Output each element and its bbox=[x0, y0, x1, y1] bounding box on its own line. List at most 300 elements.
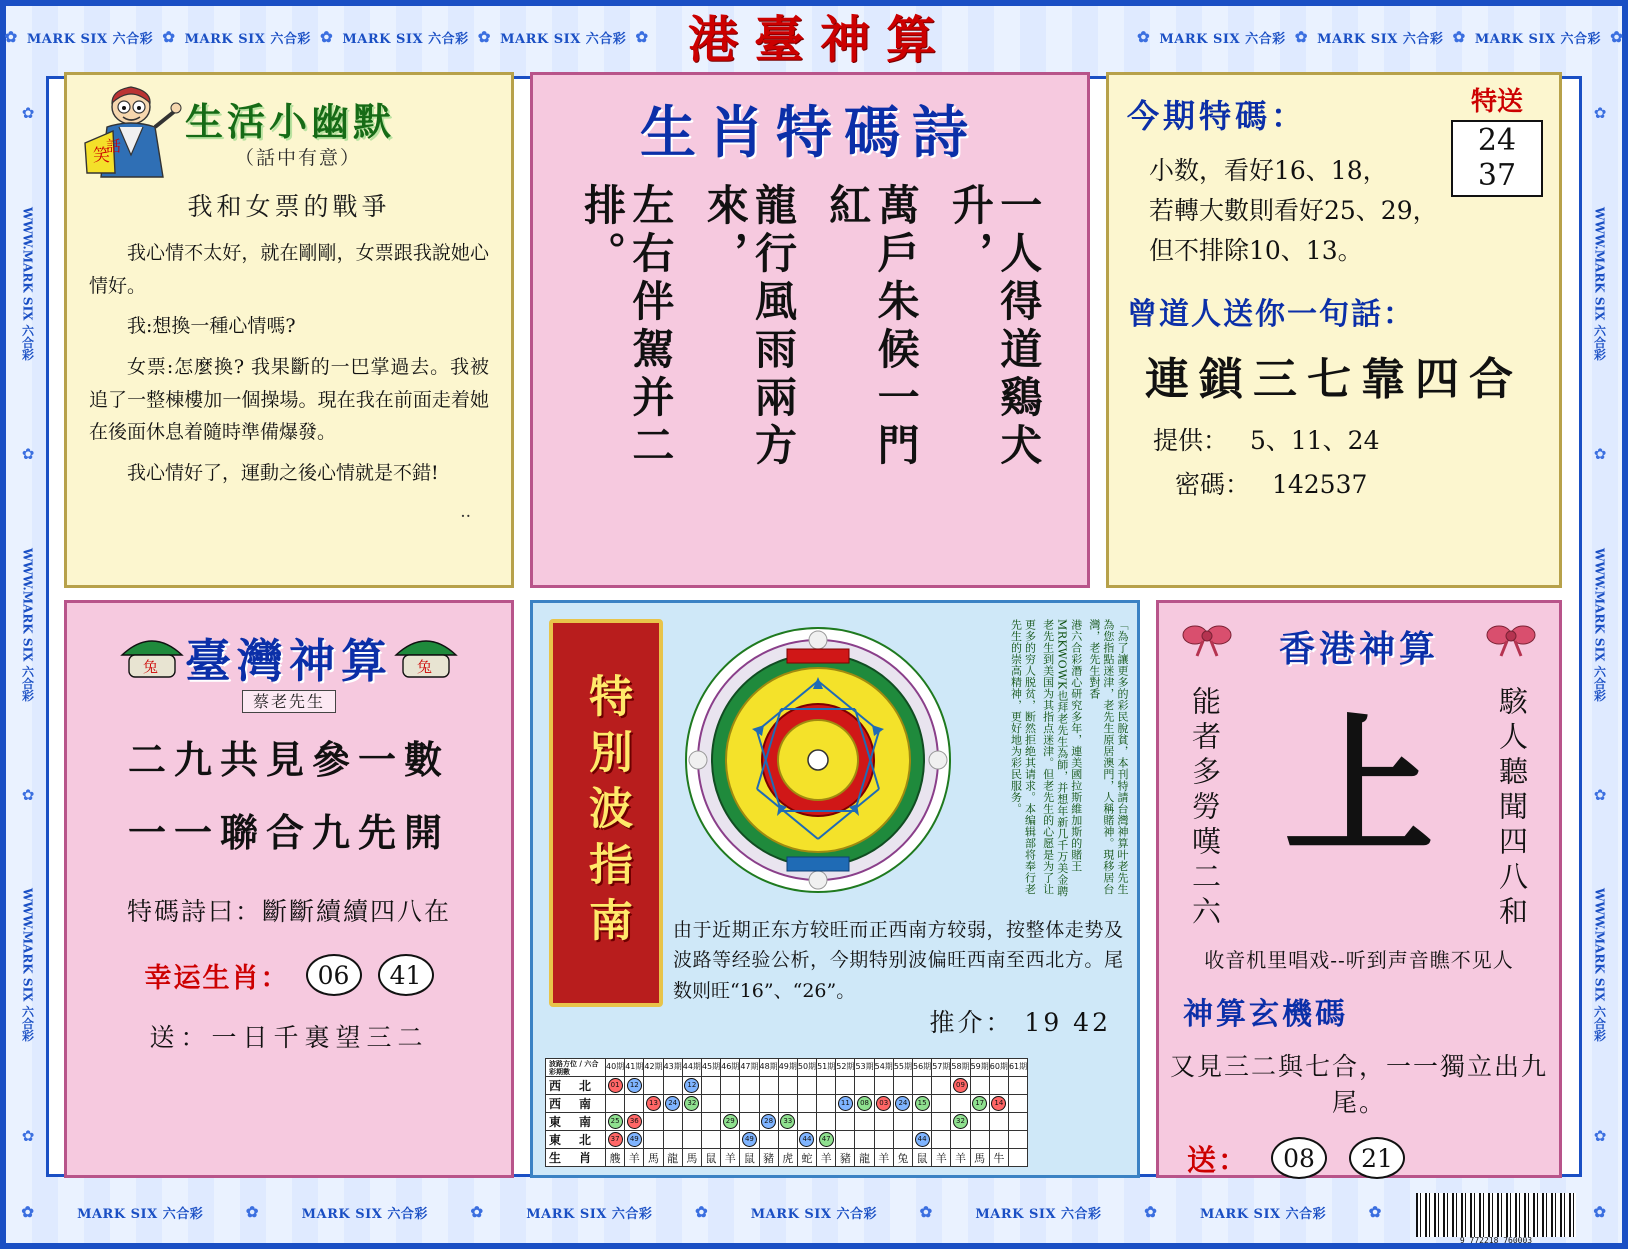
guide-side-column: 港六合彩潛心研究多年，連美國拉斯維加斯的賭王MRKWOWK也拜老先生為師，并想年新几千万美金聘老先生到美国为其指点迷津。但老先生的心愿是为了让 bbox=[1041, 619, 1083, 897]
wave-cell bbox=[1008, 1113, 1027, 1131]
poem-line: 龍行風雨兩方來， bbox=[700, 183, 798, 471]
wave-cell bbox=[874, 1077, 893, 1095]
wave-cell bbox=[817, 1131, 836, 1149]
period-header: 46期 bbox=[721, 1059, 740, 1077]
table-row bbox=[546, 1131, 1028, 1149]
mark-label: MARK SIX 六合彩 bbox=[975, 1206, 1102, 1222]
today-password-value: 142537 bbox=[1271, 470, 1368, 499]
wave-number: 15 bbox=[915, 1096, 930, 1111]
send-number-ball: 21 bbox=[1349, 1137, 1405, 1179]
wave-cell bbox=[606, 1113, 625, 1131]
period-header: 47期 bbox=[740, 1059, 759, 1077]
wave-cell bbox=[874, 1131, 893, 1149]
taiwan-title: 臺灣神算 bbox=[185, 634, 393, 688]
period-header: 57期 bbox=[932, 1059, 951, 1077]
period-header: 43期 bbox=[663, 1059, 682, 1077]
mark-label: MARK SIX 六合彩 bbox=[77, 1206, 204, 1222]
flower-icon: ✿ bbox=[695, 1203, 709, 1221]
wave-cell bbox=[970, 1113, 989, 1131]
wave-number: 11 bbox=[838, 1096, 853, 1111]
wave-cell bbox=[913, 1131, 932, 1149]
barcode-digits: 9 772218 760003 bbox=[1459, 1236, 1533, 1245]
zodiac-cell: 馬 bbox=[644, 1149, 663, 1167]
svg-text:兔: 兔 bbox=[143, 660, 159, 676]
hongkong-left-verse: 能者多勞嘆二六 bbox=[1188, 686, 1222, 931]
panel-zodiac-poem bbox=[530, 72, 1090, 588]
hongkong-title: 香港神算 bbox=[1278, 628, 1439, 670]
flower-icon: ✿ bbox=[320, 28, 334, 46]
poem-line: 一人得道鷄犬升， bbox=[945, 183, 1044, 471]
zodiac-cell: 鼠 bbox=[701, 1149, 720, 1167]
wave-cell bbox=[893, 1131, 912, 1149]
special-gift-number: 24 bbox=[1477, 123, 1517, 159]
mark-label: MARK SIX 六合彩 bbox=[1159, 31, 1286, 47]
mark-label: MARK SIX 六合彩 bbox=[526, 1206, 653, 1222]
taiwan-lucky-label: 幸运生肖： bbox=[144, 962, 290, 994]
humour-paragraph: 我心情好了，運動之後心情就是不錯! bbox=[127, 462, 439, 485]
side-mark-label: WWW.MARK SIX 六合彩 bbox=[1592, 206, 1607, 361]
wave-number: 37 bbox=[608, 1132, 623, 1147]
poem-line: 萬戶朱候一門紅 bbox=[823, 183, 921, 471]
mark-label: MARK SIX 六合彩 bbox=[301, 1206, 428, 1222]
period-header: 53期 bbox=[855, 1059, 874, 1077]
wave-cell bbox=[913, 1095, 932, 1113]
mark-label: MARK SIX 六合彩 bbox=[500, 31, 627, 47]
wave-cell bbox=[797, 1077, 816, 1095]
lucky-number-ball: 06 bbox=[306, 954, 362, 996]
wave-cell bbox=[682, 1113, 701, 1131]
humour-body bbox=[89, 237, 489, 527]
wave-cell bbox=[701, 1113, 720, 1131]
flower-icon: ✿ bbox=[162, 28, 176, 46]
guide-side-text bbox=[957, 619, 1129, 909]
zodiac-cell: 鼠 bbox=[913, 1149, 932, 1167]
wave-cell bbox=[606, 1131, 625, 1149]
wave-cell bbox=[606, 1095, 625, 1113]
wave-cell bbox=[701, 1095, 720, 1113]
wave-cell bbox=[913, 1113, 932, 1131]
guide-side-column: 「為了讓更多的彩民脫貧，本刊特請台灣神算叶老先生為您指點迷津，老先生原居澳門，人稱賭神。現移居台灣，老先生對香 bbox=[1087, 619, 1129, 895]
wave-cell bbox=[836, 1131, 855, 1149]
period-header: 42期 bbox=[644, 1059, 663, 1077]
zodiac-row bbox=[546, 1149, 1028, 1167]
poem-line: 左右伴駕并二排。 bbox=[578, 183, 676, 471]
guide-recommend-value: 19 42 bbox=[1024, 1008, 1111, 1037]
wave-cell bbox=[836, 1113, 855, 1131]
wave-cell bbox=[932, 1095, 951, 1113]
taiwan-poem-line: 特碼詩曰：斷斷續續四八在 bbox=[126, 897, 451, 926]
wave-cell bbox=[951, 1113, 970, 1131]
table-row bbox=[546, 1077, 1028, 1095]
wave-cell bbox=[740, 1095, 759, 1113]
hongkong-riddle: 收音机里唱戏--听到声音瞧不见人 bbox=[1204, 948, 1514, 972]
svg-text:兔: 兔 bbox=[417, 660, 433, 676]
wave-direction-label: 東 南 bbox=[546, 1113, 606, 1131]
zodiac-cell: 羊 bbox=[625, 1149, 644, 1167]
wave-cell bbox=[759, 1113, 778, 1131]
period-header: 59期 bbox=[970, 1059, 989, 1077]
flower-icon: ✿ bbox=[21, 1126, 35, 1145]
guide-recommend-label: 推介： bbox=[929, 1008, 1014, 1037]
send-number-ball: 08 bbox=[1271, 1137, 1327, 1179]
svg-text:笑: 笑 bbox=[93, 146, 110, 165]
special-gift-number: 37 bbox=[1477, 157, 1517, 193]
wave-cell bbox=[951, 1131, 970, 1149]
today-provide-row bbox=[1153, 421, 1559, 457]
zodiac-cell: 羊 bbox=[951, 1149, 970, 1167]
side-mark-label: WWW.MARK SIX 六合彩 bbox=[20, 888, 35, 1043]
humour-paragraph: 女票:怎麼換? 我果斷的一巴掌過去。我被追了一整棟樓加一個操場。現在我在前面走着她在後面休息着隨時準備爆發。 bbox=[89, 356, 489, 444]
guide-side-column: 更多的穷人脱贫，断然拒绝其请求。本编辑部将奉行老先生的崇高精神，更好地为彩民服务。 bbox=[1009, 619, 1037, 895]
wave-cell bbox=[893, 1113, 912, 1131]
flower-icon: ✿ bbox=[245, 1203, 259, 1221]
wave-number: 24 bbox=[895, 1096, 910, 1111]
flower-icon: ✿ bbox=[21, 104, 35, 123]
period-header: 58期 bbox=[951, 1059, 970, 1077]
wave-cell bbox=[606, 1077, 625, 1095]
wave-cell bbox=[778, 1113, 797, 1131]
zodiac-cell bbox=[1008, 1149, 1027, 1167]
special-gift-box bbox=[1451, 89, 1543, 197]
wave-number: 12 bbox=[627, 1078, 642, 1093]
humour-paragraph: 我:想換一種心情嗎? bbox=[127, 315, 296, 338]
special-gift-numbers bbox=[1451, 120, 1543, 197]
wave-cell bbox=[970, 1095, 989, 1113]
zodiac-cell: 龍 bbox=[663, 1149, 682, 1167]
period-header: 60期 bbox=[989, 1059, 1008, 1077]
panel-life-humour bbox=[64, 72, 514, 588]
period-header: 54期 bbox=[874, 1059, 893, 1077]
humour-tail-dots: .. bbox=[460, 501, 471, 522]
wave-direction-label: 西 北 bbox=[546, 1077, 606, 1095]
flower-icon: ✿ bbox=[21, 445, 35, 464]
wave-cell bbox=[797, 1095, 816, 1113]
table-header-row bbox=[546, 1059, 1028, 1077]
panel-taiwan-divination bbox=[64, 600, 514, 1178]
humour-article-title: 我和女票的戰爭 bbox=[187, 192, 391, 221]
wave-cell bbox=[932, 1113, 951, 1131]
wave-cell bbox=[721, 1077, 740, 1095]
wave-number: 32 bbox=[684, 1096, 699, 1111]
taiwan-author-wrap bbox=[67, 689, 511, 712]
flower-icon: ✿ bbox=[1610, 28, 1624, 46]
wave-number: 24 bbox=[665, 1096, 680, 1111]
zodiac-cell: 牛 bbox=[989, 1149, 1008, 1167]
wave-cell bbox=[970, 1077, 989, 1095]
period-header: 48期 bbox=[759, 1059, 778, 1077]
wave-cell bbox=[989, 1095, 1008, 1113]
zodiac-cell: 羊 bbox=[721, 1149, 740, 1167]
wave-cell bbox=[970, 1131, 989, 1149]
zodiac-cell: 龍 bbox=[855, 1149, 874, 1167]
wave-cell bbox=[778, 1077, 797, 1095]
side-mark-label: WWW.MARK SIX 六合彩 bbox=[1592, 547, 1607, 702]
hongkong-send-label: 送： bbox=[1187, 1142, 1250, 1177]
zodiac-cell: 蛇 bbox=[797, 1149, 816, 1167]
flower-icon: ✿ bbox=[4, 28, 18, 46]
period-header: 52期 bbox=[836, 1059, 855, 1077]
svg-text:話: 話 bbox=[106, 139, 122, 155]
flower-icon: ✿ bbox=[477, 28, 491, 46]
wave-cell bbox=[644, 1095, 663, 1113]
hongkong-send-row bbox=[1187, 1137, 1559, 1179]
wave-number: 28 bbox=[761, 1114, 776, 1129]
zodiac-row-label: 生 肖 bbox=[546, 1149, 606, 1167]
today-saying-label: 曾道人送你一句話： bbox=[1127, 297, 1415, 332]
today-forecast-line: 小数，看好16、18， bbox=[1149, 156, 1388, 185]
wave-number: 09 bbox=[953, 1078, 968, 1093]
wave-cell bbox=[989, 1131, 1008, 1149]
wave-cell bbox=[625, 1113, 644, 1131]
zodiac-cell: 羊 bbox=[817, 1149, 836, 1167]
mark-label: MARK SIX 六合彩 bbox=[184, 31, 311, 47]
wave-cell bbox=[625, 1077, 644, 1095]
hongkong-subtitle: 神算玄機碼 bbox=[1183, 997, 1348, 1032]
bottom-mark-strip bbox=[0, 1181, 1628, 1243]
wave-cell bbox=[817, 1095, 836, 1113]
wave-number: 08 bbox=[857, 1096, 872, 1111]
wave-cell bbox=[663, 1113, 682, 1131]
right-mark-strip bbox=[1578, 62, 1622, 1187]
poem-title: 生肖特碼詩 bbox=[640, 100, 980, 166]
zodiac-cell: 兔 bbox=[893, 1149, 912, 1167]
table-row bbox=[546, 1113, 1028, 1131]
wave-number: 17 bbox=[972, 1096, 987, 1111]
mark-label: MARK SIX 六合彩 bbox=[1199, 1206, 1327, 1222]
wave-cell bbox=[740, 1131, 759, 1149]
flower-icon: ✿ bbox=[1294, 28, 1308, 46]
today-password-label: 密碼： bbox=[1175, 470, 1251, 499]
barcode-image bbox=[1416, 1193, 1576, 1237]
wave-cell bbox=[855, 1131, 874, 1149]
wave-cell bbox=[817, 1077, 836, 1095]
flower-icon: ✿ bbox=[1368, 1203, 1382, 1221]
flower-icon: ✿ bbox=[1144, 1203, 1158, 1221]
wave-direction-label: 東 北 bbox=[546, 1131, 606, 1149]
zodiac-cell: 䑾 bbox=[606, 1149, 625, 1167]
side-mark-label: WWW.MARK SIX 六合彩 bbox=[20, 547, 35, 702]
wave-cell bbox=[644, 1077, 663, 1095]
taiwan-lucky-row bbox=[67, 954, 511, 996]
ribbon-icon bbox=[1485, 623, 1537, 657]
wave-cell bbox=[682, 1095, 701, 1113]
wave-cell bbox=[1008, 1131, 1027, 1149]
wave-cell bbox=[625, 1131, 644, 1149]
taiwan-verse: 二九共見參一數 bbox=[127, 737, 450, 782]
wave-number: 36 bbox=[627, 1114, 642, 1129]
wave-cell bbox=[759, 1131, 778, 1149]
period-header: 44期 bbox=[682, 1059, 701, 1077]
wave-number: 25 bbox=[608, 1114, 623, 1129]
wave-number: 49 bbox=[627, 1132, 642, 1147]
wave-cell bbox=[913, 1077, 932, 1095]
wave-cell bbox=[778, 1095, 797, 1113]
hongkong-center-block bbox=[1159, 672, 1559, 940]
period-header: 49期 bbox=[778, 1059, 797, 1077]
mark-label: MARK SIX 六合彩 bbox=[750, 1206, 877, 1222]
flower-icon: ✿ bbox=[21, 1203, 35, 1221]
guide-banner-text: 特別波指南 bbox=[581, 673, 632, 953]
wave-number: 32 bbox=[953, 1114, 968, 1129]
humour-header bbox=[67, 75, 511, 185]
wave-cell bbox=[797, 1113, 816, 1131]
wave-cell bbox=[644, 1113, 663, 1131]
today-forecast-line: 若轉大數則看好25、29， bbox=[1149, 196, 1438, 225]
wave-cell bbox=[721, 1095, 740, 1113]
zodiac-cell: 鼠 bbox=[740, 1149, 759, 1167]
panel-today-special-code bbox=[1106, 72, 1562, 588]
wave-cell bbox=[701, 1131, 720, 1149]
hongkong-right-verse: 駭人聽聞四八和 bbox=[1495, 686, 1529, 931]
hongkong-line: 又見三二與七合，一一獨立出九尾。 bbox=[1169, 1052, 1548, 1117]
wave-cell bbox=[855, 1095, 874, 1113]
flower-icon: ✿ bbox=[919, 1203, 933, 1221]
wave-cell bbox=[989, 1077, 1008, 1095]
taiwan-header bbox=[67, 603, 511, 721]
today-provide-value: 5、11、24 bbox=[1249, 426, 1380, 455]
wave-cell bbox=[989, 1113, 1008, 1131]
table-row bbox=[546, 1095, 1028, 1113]
left-mark-strip bbox=[6, 62, 50, 1187]
wave-cell bbox=[721, 1113, 740, 1131]
today-heading: 今期特碼： bbox=[1127, 97, 1308, 135]
wave-cell bbox=[817, 1113, 836, 1131]
flower-icon: ✿ bbox=[1593, 445, 1607, 464]
comedian-mascot-icon bbox=[79, 81, 183, 185]
wave-cell bbox=[893, 1077, 912, 1095]
flower-icon: ✿ bbox=[1593, 104, 1607, 123]
wave-cell bbox=[644, 1131, 663, 1149]
hongkong-big-character: 上 bbox=[1283, 699, 1434, 875]
wave-cell bbox=[682, 1131, 701, 1149]
wave-cell bbox=[932, 1131, 951, 1149]
page-title: 港臺神算 bbox=[688, 10, 952, 69]
wave-number: 14 bbox=[991, 1096, 1006, 1111]
side-mark-label: WWW.MARK SIX 六合彩 bbox=[1592, 888, 1607, 1043]
wave-cell bbox=[836, 1095, 855, 1113]
wave-cell bbox=[874, 1095, 893, 1113]
zodiac-cell: 馬 bbox=[682, 1149, 701, 1167]
wave-cell bbox=[759, 1095, 778, 1113]
taiwan-verse: 一一聯合九先開 bbox=[127, 809, 450, 855]
wave-number: 47 bbox=[819, 1132, 834, 1147]
wave-direction-label: 西 南 bbox=[546, 1095, 606, 1113]
zodiac-cell: 馬 bbox=[970, 1149, 989, 1167]
wave-cell bbox=[663, 1077, 682, 1095]
flower-icon: ✿ bbox=[1452, 28, 1466, 46]
humour-subtitle: （話中有意） bbox=[235, 147, 362, 169]
flower-icon: ✿ bbox=[1593, 785, 1607, 804]
panel-hongkong-divination bbox=[1156, 600, 1562, 1178]
wave-number: 13 bbox=[646, 1096, 661, 1111]
wave-number: 49 bbox=[742, 1132, 757, 1147]
ribbon-icon bbox=[1181, 623, 1233, 657]
guide-recommend bbox=[929, 1003, 1111, 1039]
zodiac-cell: 羊 bbox=[932, 1149, 951, 1167]
today-phrase: 連鎖三七靠四合 bbox=[1145, 354, 1523, 405]
wave-cell bbox=[1008, 1077, 1027, 1095]
wave-cell bbox=[759, 1077, 778, 1095]
humour-paragraph: 我心情不太好，就在剛剛，女票跟我說她心情好。 bbox=[89, 242, 489, 297]
wave-cell bbox=[663, 1131, 682, 1149]
wave-number: 44 bbox=[799, 1132, 814, 1147]
flower-icon: ✿ bbox=[1593, 1203, 1607, 1221]
wave-cell bbox=[797, 1131, 816, 1149]
wave-cell bbox=[721, 1131, 740, 1149]
wave-cell bbox=[855, 1077, 874, 1095]
wave-table-body bbox=[546, 1077, 1028, 1167]
guide-banner bbox=[549, 619, 663, 1007]
wave-cell bbox=[893, 1095, 912, 1113]
today-forecast-line: 但不排除10、13。 bbox=[1149, 236, 1363, 265]
poem-line-group bbox=[533, 183, 1087, 513]
wave-cell bbox=[1008, 1095, 1027, 1113]
wave-cell bbox=[701, 1077, 720, 1095]
mark-label: MARK SIX 六合彩 bbox=[1317, 31, 1444, 47]
wave-cell bbox=[778, 1131, 797, 1149]
wave-cell bbox=[932, 1077, 951, 1095]
flower-icon: ✿ bbox=[1593, 1126, 1607, 1145]
mark-label: MARK SIX 六合彩 bbox=[1474, 31, 1602, 47]
wave-number: 33 bbox=[780, 1114, 795, 1129]
period-header: 45期 bbox=[701, 1059, 720, 1077]
taiwan-footer-line: 送：一日千裏望三二 bbox=[149, 1023, 429, 1052]
wave-cell bbox=[951, 1077, 970, 1095]
wave-number: 01 bbox=[608, 1078, 623, 1093]
side-mark-label: WWW.MARK SIX 六合彩 bbox=[20, 206, 35, 361]
mark-label: MARK SIX 六合彩 bbox=[26, 31, 154, 47]
wave-cell bbox=[625, 1095, 644, 1113]
wave-cell bbox=[740, 1113, 759, 1131]
zodiac-cell: 虎 bbox=[778, 1149, 797, 1167]
period-header: 55期 bbox=[893, 1059, 912, 1077]
period-header: 50期 bbox=[797, 1059, 816, 1077]
lucky-number-ball: 41 bbox=[378, 954, 434, 996]
period-header: 56期 bbox=[913, 1059, 932, 1077]
period-header: 40期 bbox=[606, 1059, 625, 1077]
flower-icon: ✿ bbox=[1137, 28, 1151, 46]
period-header: 41期 bbox=[625, 1059, 644, 1077]
period-header: 51期 bbox=[817, 1059, 836, 1077]
wave-number: 03 bbox=[876, 1096, 891, 1111]
today-password-row bbox=[1175, 465, 1559, 501]
flower-icon: ✿ bbox=[21, 785, 35, 804]
wave-cell bbox=[682, 1077, 701, 1095]
wave-cell bbox=[951, 1095, 970, 1113]
humour-title: 生活小幽默 bbox=[185, 99, 396, 144]
wave-cell bbox=[855, 1113, 874, 1131]
special-gift-label: 特送 bbox=[1470, 87, 1523, 117]
wave-position-table bbox=[545, 1058, 1028, 1167]
today-provide-label: 提供： bbox=[1153, 426, 1229, 455]
period-header: 61期 bbox=[1008, 1059, 1027, 1077]
wave-number: 12 bbox=[684, 1078, 699, 1093]
wave-cell bbox=[836, 1077, 855, 1095]
wave-number: 29 bbox=[723, 1114, 738, 1129]
zodiac-cell: 羊 bbox=[874, 1149, 893, 1167]
wave-number: 44 bbox=[915, 1132, 930, 1147]
mark-label: MARK SIX 六合彩 bbox=[342, 31, 469, 47]
zodiac-cell: 豬 bbox=[836, 1149, 855, 1167]
wave-cell bbox=[874, 1113, 893, 1131]
flower-icon: ✿ bbox=[470, 1203, 484, 1221]
fortune-wheel-diagram bbox=[679, 621, 957, 899]
wave-cell bbox=[740, 1077, 759, 1095]
flower-icon: ✿ bbox=[635, 28, 649, 46]
zodiac-cell: 豬 bbox=[759, 1149, 778, 1167]
wave-cell bbox=[663, 1095, 682, 1113]
guide-analysis-note: 由于近期正东方较旺而正西南方较弱，按整体走势及波路等经验公析，今期特别波偏旺西南至西北方。尾数则旺“16”、“26”。 bbox=[673, 919, 1123, 1002]
